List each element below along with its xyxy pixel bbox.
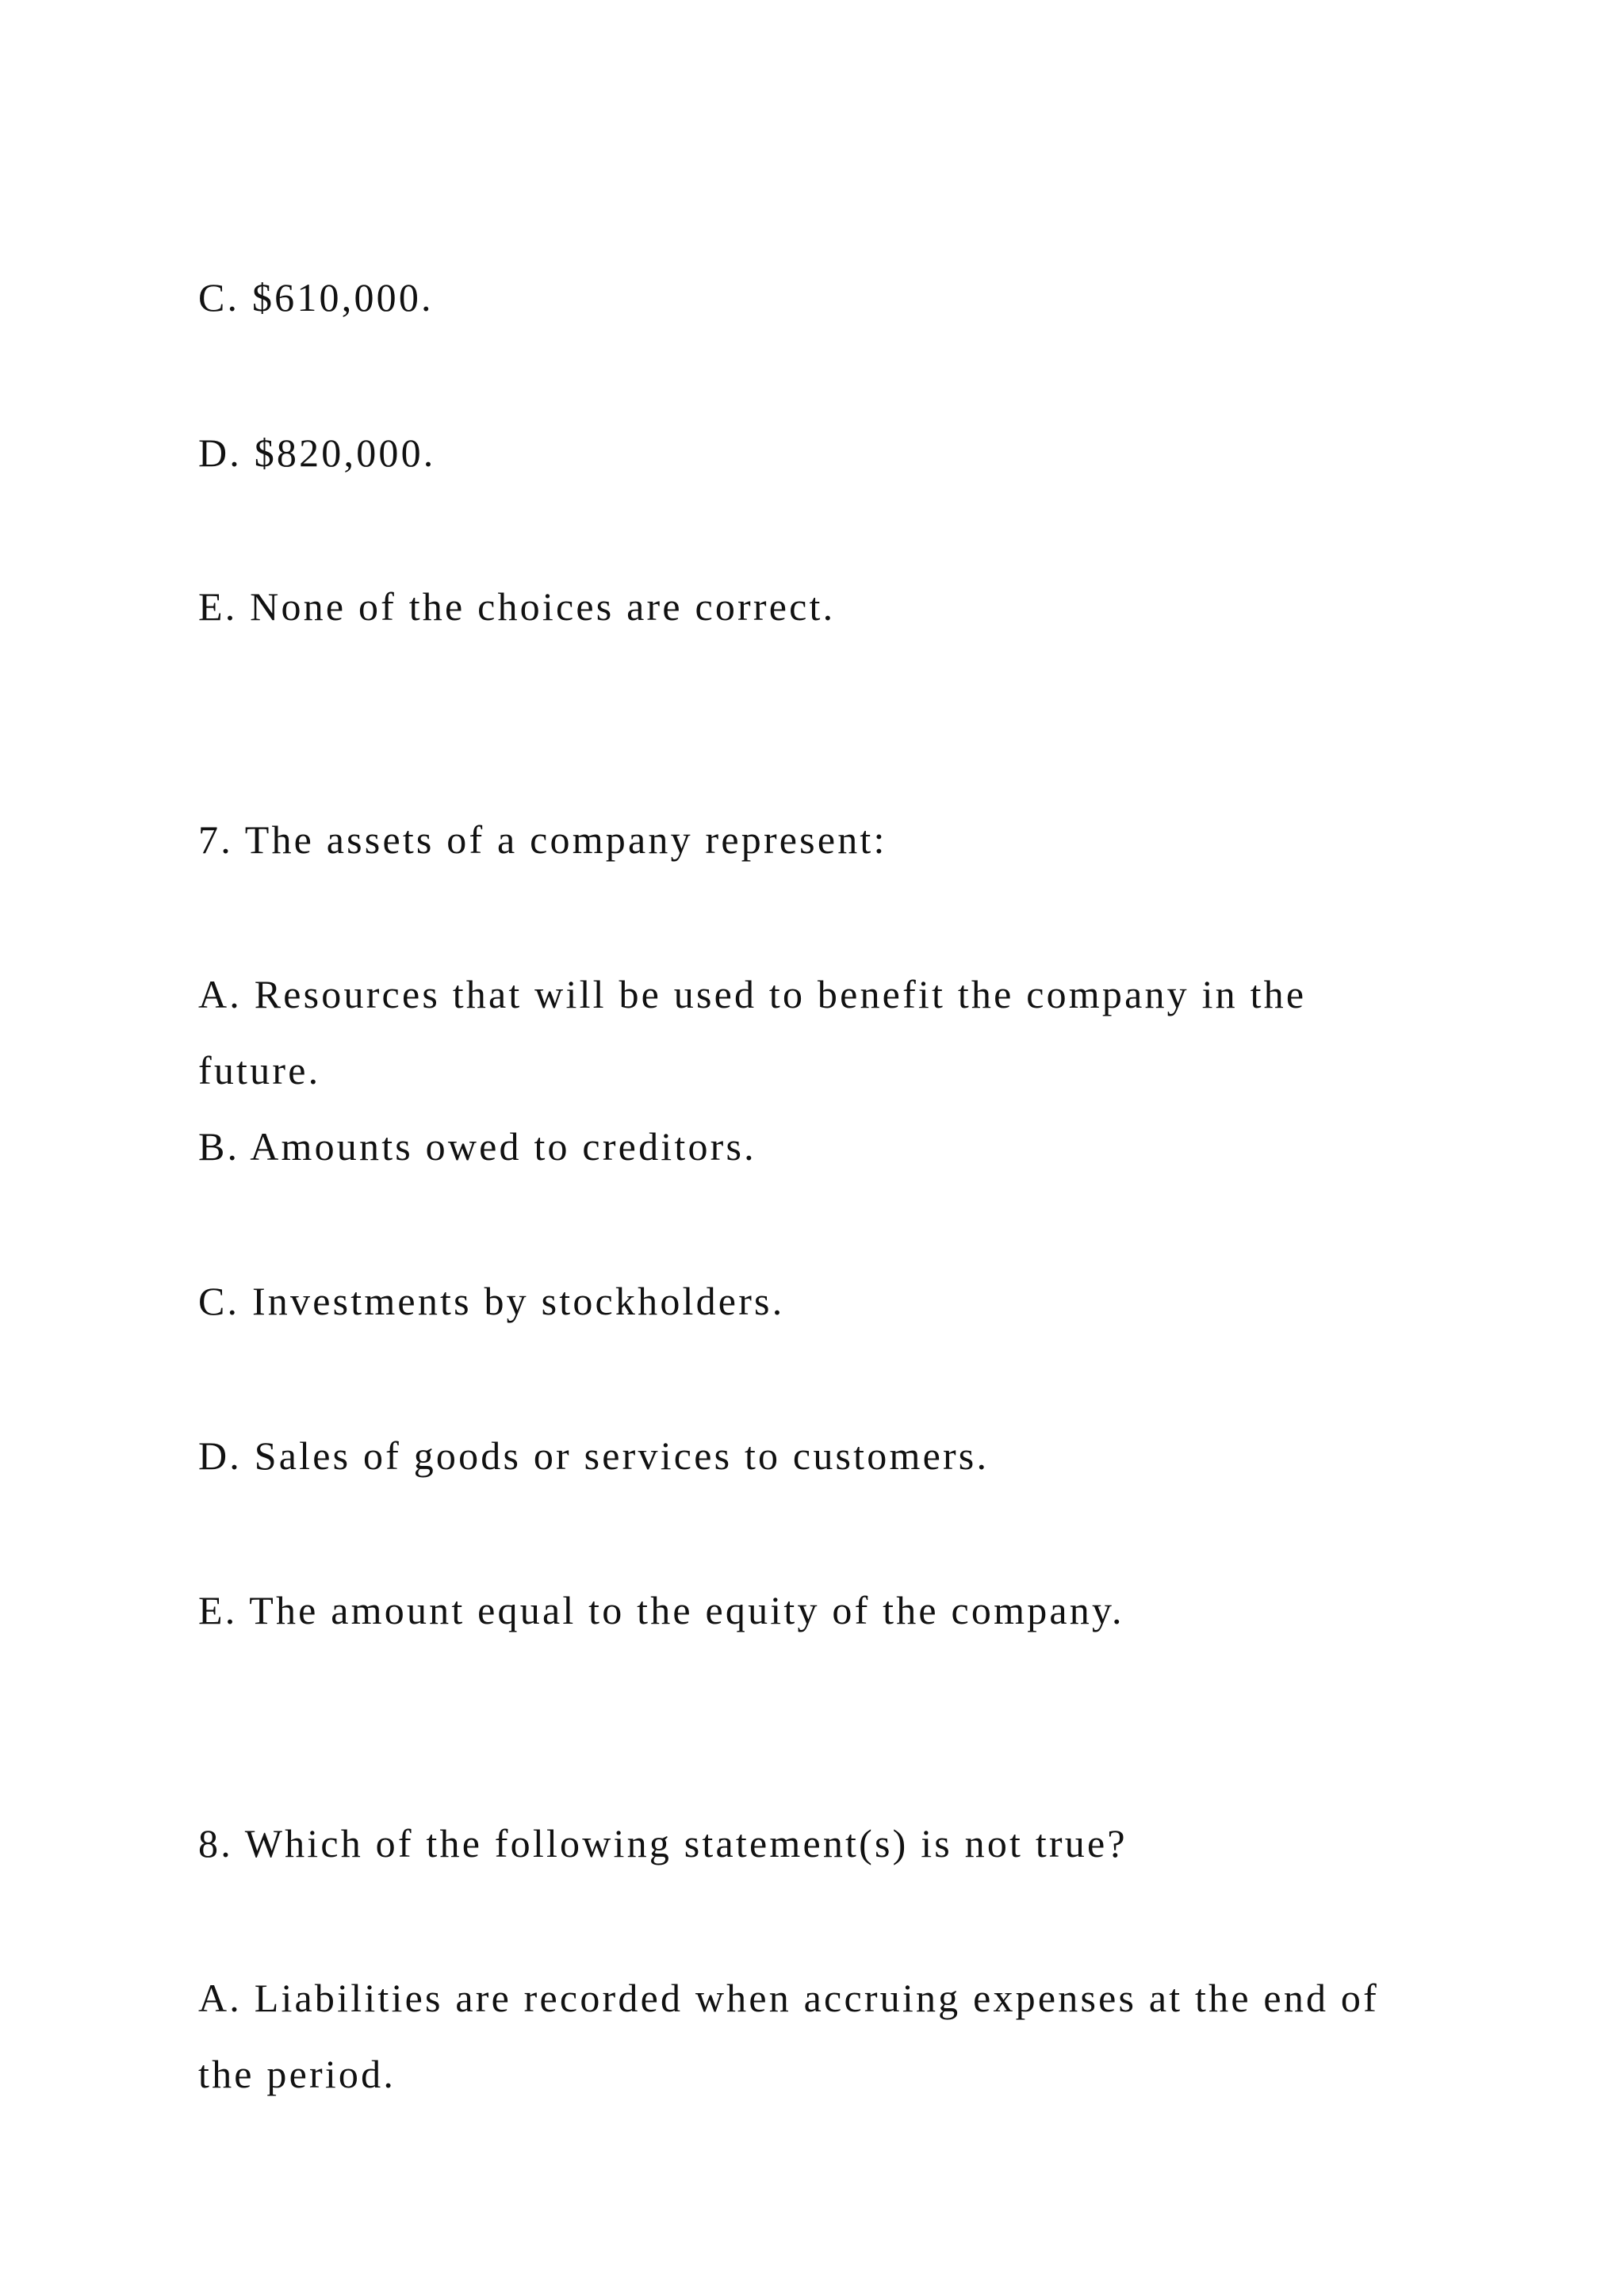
- q7-option-a-line1: A. Resources that will be used to benefit the company in the: [198, 972, 1307, 1016]
- q7-option-d: D. Sales of goods or services to customers.: [198, 1433, 990, 1478]
- q7-option-a-line2: future.: [198, 1048, 321, 1093]
- q7-option-c: C. Investments by stockholders.: [198, 1279, 785, 1323]
- q6-option-d: D. $820,000.: [198, 430, 436, 475]
- q8-prompt: 8. Which of the following statement(s) is not true?: [198, 1821, 1128, 1866]
- q8-option-a-line1: A. Liabilities are recorded when accruing expenses at the end of: [198, 1976, 1379, 2020]
- q7-option-e: E. The amount equal to the equity of the company.: [198, 1588, 1124, 1632]
- q8-option-a-line2: the period.: [198, 2052, 396, 2096]
- q7-option-b: B. Amounts owed to creditors.: [198, 1124, 756, 1169]
- q7-prompt: 7. The assets of a company represent:: [198, 817, 887, 862]
- q6-option-c: C. $610,000.: [198, 275, 434, 320]
- q6-option-e: E. None of the choices are correct.: [198, 584, 836, 629]
